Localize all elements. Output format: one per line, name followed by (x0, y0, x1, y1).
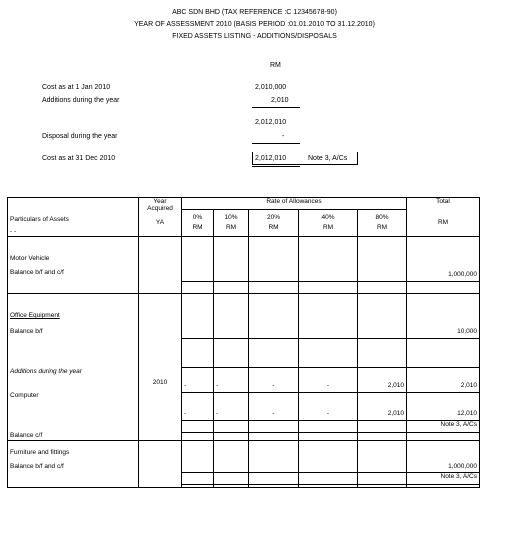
motor-total: 1,000,000 (407, 237, 480, 282)
ya-label: YA (155, 219, 165, 226)
additions-label: Additions during the year (42, 97, 120, 104)
rate-header: Rate of Allowances (182, 198, 407, 210)
office-cf-80: 2,010 (358, 393, 407, 421)
total-label: Total (436, 198, 450, 205)
office-cf-20: - (249, 393, 299, 421)
office-cf-40: - (299, 393, 358, 421)
unit-10: RM (214, 224, 249, 237)
office-title: Office Equipment (10, 312, 60, 319)
motor-year (139, 237, 182, 294)
office-note: Note 3, A/Cs (407, 421, 480, 433)
unit-0: RM (182, 224, 214, 237)
office-cf-total: 12,010 (407, 393, 480, 421)
office-cf-10: - (214, 393, 249, 421)
fixed-assets-table (7, 197, 480, 488)
unit-80: RM (358, 224, 407, 237)
office-bf-label: Balance b/f (10, 328, 43, 335)
rate-40: 40% (299, 210, 358, 224)
computer-year: 2010 (139, 294, 182, 441)
furniture-note: Note 3, A/Cs (407, 473, 480, 485)
office-cell (8, 294, 139, 441)
total-unit: RM (437, 219, 449, 226)
office-cf-label: Balance c/f (10, 432, 43, 439)
disposal-value: - (282, 133, 285, 140)
furniture-balance-label: Balance b/f and c/f (10, 463, 64, 470)
computer-10: - (214, 368, 249, 393)
year-acquired-header (139, 198, 182, 237)
rate-0: 0% (182, 210, 214, 224)
assessment-year-title: YEAR OF ASSESSMENT 2010 (BASIS PERIOD :01.01.2010 TO 31.12.2010) (134, 21, 375, 28)
furniture-total: 1,000,000 (407, 441, 480, 473)
computer-total: 2,010 (407, 368, 480, 393)
computer-40: - (299, 368, 358, 393)
motor-balance-label: Balance b/f and c/f (10, 269, 64, 276)
additions-title: Additions during the year (10, 368, 82, 375)
subtotal-rule (252, 107, 300, 108)
unit-40: RM (299, 224, 358, 237)
furniture-row (8, 441, 480, 473)
cost-open-value: 2,010,000 (255, 84, 287, 91)
listing-title: FIXED ASSETS LISTING - ADDITIONS/DISPOSALS (172, 33, 337, 40)
note-box-right (357, 152, 358, 165)
computer-label: Computer (10, 392, 39, 399)
office-bf-total: 10,000 (407, 294, 480, 339)
cost-open-label: Cost as at 1 Jan 2010 (42, 84, 111, 91)
company-title: ABC SDN BHD (TAX REFERENCE :C 12345678-90) (172, 9, 337, 16)
subtotal-value: 2,012,010 (255, 119, 287, 126)
computer-0: - (182, 368, 214, 393)
cost-close-note: Note 3, A/Cs (308, 155, 348, 162)
year-label: Year (153, 198, 167, 205)
unit-20: RM (249, 224, 299, 237)
acquired-label: Acquired (147, 205, 173, 212)
computer-80: 2,010 (358, 368, 407, 393)
double-rule (252, 166, 300, 167)
motor-title: Motor Vehicle (10, 255, 50, 262)
computer-20: - (249, 368, 299, 393)
office-row (8, 294, 480, 339)
motor-row (8, 237, 480, 282)
rate-10: 10% (214, 210, 249, 224)
office-cf-0: - (182, 393, 214, 421)
particulars-sub: - - (10, 228, 17, 235)
note-box-bottom (252, 164, 358, 165)
rate-20: 20% (249, 210, 299, 224)
furniture-year (139, 441, 182, 488)
particulars-header (8, 198, 139, 237)
total-header (407, 198, 480, 237)
currency-label: RM (270, 62, 281, 69)
furniture-title: Furniture and fittings (10, 449, 70, 456)
furniture-cell (8, 441, 139, 488)
cost-close-label: Cost as at 31 Dec 2010 (42, 155, 116, 162)
rate-80: 80% (358, 210, 407, 224)
additions-value: 2,010 (271, 97, 289, 104)
cost-close-value: 2,012,010 (255, 155, 287, 162)
disposal-label: Disposal during the year (42, 133, 118, 140)
motor-cell (8, 237, 139, 294)
disposal-rule (252, 143, 300, 144)
particulars-label: Particulars of Assets (10, 216, 69, 223)
